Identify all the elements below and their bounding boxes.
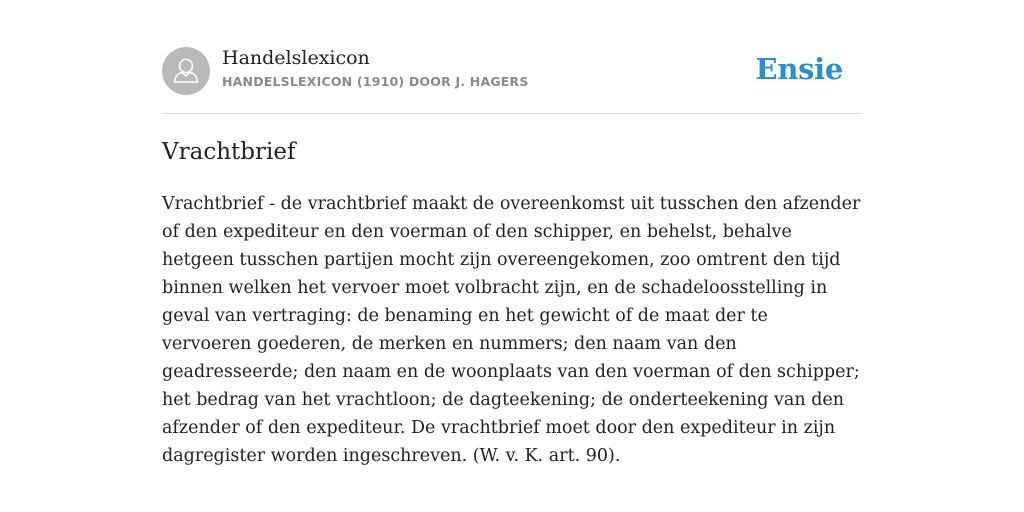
entry-title: Vrachtbrief [162, 139, 296, 165]
user-icon [162, 47, 210, 95]
entry-body: Vrachtbrief - de vrachtbrief maakt de overeenkomst uit tusschen den afzender of den expediteur en den voerman of den schipper, en behelst, behalve hetgeen tusschen partijen mocht zijn overeengekomen, zoo omtrent den tijd binnen welken het vervoer moet volbracht zijn, en de schadeloosstelling in geval van vertraging: de benaming en het gewicht of de maat der te vervoeren goederen, de merken en nummers; den naam van den geadresseerde; den naam en de woonplaats van den voerman of den schipper; het bedrag van het vrachtloon; de dagteekening; de onderteekening van den afzender of den expediteur. De vrachtbrief moet door den expediteur in zijn dagregister worden ingeschreven. (W. v. K. art. 90). [162, 194, 861, 466]
entry-card [162, 0, 862, 466]
source-title[interactable]: Handelslexicon [222, 47, 370, 69]
avatar[interactable] [162, 47, 210, 95]
entry-header [162, 0, 862, 114]
ensie-logo[interactable]: Ensie [755, 52, 843, 86]
source-subtitle: HANDELSLEXICON (1910) DOOR J. HAGERS [222, 74, 529, 89]
